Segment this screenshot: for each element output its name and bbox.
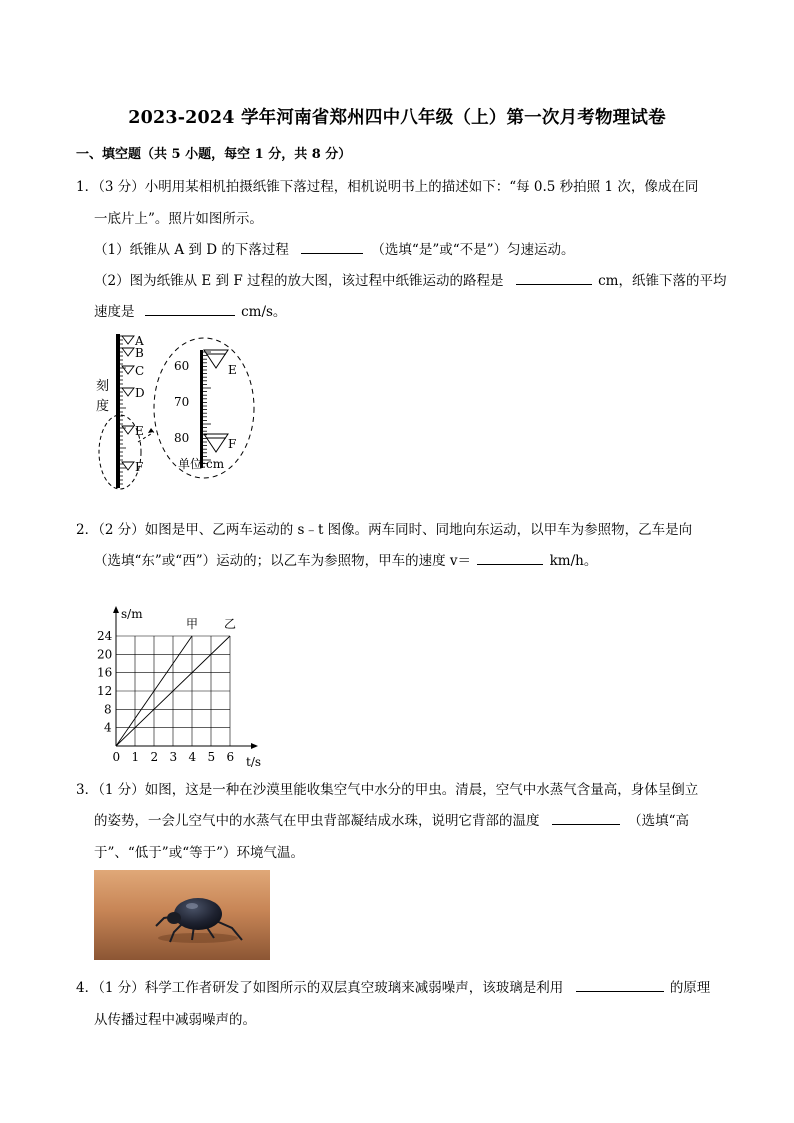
cone-label-F: F — [135, 460, 144, 474]
cone-D — [122, 388, 134, 396]
q4-line2: 从传播过程中减弱噪声的。 — [94, 1012, 256, 1028]
zoom-tick-80: 80 — [174, 431, 190, 445]
series-label-2: 乙 — [224, 617, 237, 631]
y-axis-label: s/m — [121, 607, 143, 621]
beetle-highlight — [186, 903, 198, 909]
q2-line1: 2．（2 分）如图是甲、乙两车运动的 s﹣t 图像。两车同时、同地向东运动，以甲车为参照物，乙车是向 — [76, 522, 693, 538]
q3-line2-text-a: 的姿势，一会儿空气中的水蒸气在甲虫背部凝结成水珠，说明它背部的温度 — [94, 813, 540, 829]
paper-cone-figure — [90, 328, 270, 498]
x-tick-label: 5 — [207, 750, 216, 764]
zoom-tick-70: 70 — [174, 395, 190, 409]
q4-line1 — [76, 976, 710, 996]
section-heading: 一、填空题（共 5 小题，每空 1 分，共 8 分） — [76, 147, 352, 162]
zoom-label-e: E — [228, 363, 237, 377]
x-tick-label: 0 — [112, 750, 121, 764]
q1-answer-blank-1[interactable] — [301, 241, 363, 254]
cone-label-A: A — [135, 334, 144, 348]
zoom-ruler-bar — [200, 350, 203, 468]
x-tick-label: 4 — [188, 750, 197, 764]
x-axis-label: t/s — [246, 755, 262, 768]
beetle-photo — [94, 870, 270, 960]
y-tick-label: 4 — [104, 720, 112, 735]
q3-line3: 于”、“低于”或“等于”）环境气温。 — [94, 845, 305, 861]
zoom-unit-label: 单位:cm — [178, 457, 225, 471]
q1-line1: 1．（3 分）小明用某相机拍摄纸锥下落过程，相机说明书上的描述如下：“每 0.5 秒拍照 1 次，像成在同 — [76, 179, 699, 195]
y-tick-label: 8 — [104, 702, 112, 717]
q1-part2-text-a: （2）图为纸锥从 E 到 F 过程的放大图，该过程中纸锥运动的路程是 — [94, 273, 504, 289]
q1-part1-text-b: （选填“是”或“不是”）匀速运动。 — [371, 242, 575, 258]
zoom-cone-f — [204, 434, 228, 452]
cone-E — [122, 426, 134, 434]
y-axis-arrow-icon — [113, 606, 119, 613]
y-tick-label: 16 — [97, 665, 113, 680]
ruler-bar — [116, 334, 120, 488]
ruler-label-1: 刻 — [96, 379, 110, 394]
y-tick-label: 24 — [97, 629, 113, 643]
q2-line2-text-b: km/h。 — [549, 553, 598, 569]
zoom-label-f: F — [228, 437, 237, 451]
page-title: 2023-2024 学年河南省郑州四中八年级（上）第一次月考物理试卷 — [128, 108, 666, 128]
q1-part2-text-b: cm，纸锥下落的平均 — [598, 273, 727, 289]
q1-part3 — [94, 300, 286, 320]
zoom-ticks — [203, 352, 211, 464]
beetle-head — [167, 912, 181, 924]
q4-answer-blank[interactable] — [576, 979, 664, 992]
q1-part3-text-a: 速度是 — [94, 304, 135, 320]
cone-label-E: E — [135, 424, 144, 438]
cone-C — [122, 366, 134, 374]
cone-F — [122, 462, 134, 470]
series-label-1: 甲 — [186, 617, 199, 631]
q3-answer-blank[interactable] — [552, 812, 620, 825]
cone-A — [122, 336, 134, 344]
q1-line2: 一底片上”。照片如图所示。 — [94, 211, 263, 227]
q2-line2 — [94, 549, 597, 569]
q1-part1 — [94, 238, 575, 258]
cone-label-D: D — [135, 386, 145, 400]
q1-answer-blank-2[interactable] — [516, 272, 592, 285]
zoom-arrow-icon — [148, 428, 154, 433]
x-tick-label: 6 — [226, 750, 235, 764]
y-tick-label: 12 — [97, 684, 113, 698]
zoom-cone-e — [204, 350, 228, 368]
q2-line2-text-a: （选填“东”或“西”）运动的；以乙车为参照物，甲车的速度 v＝ — [94, 553, 472, 569]
q3-line2 — [94, 809, 689, 829]
x-axis-arrow-icon — [251, 743, 258, 749]
q1-part1-text-a: （1）纸锥从 A 到 D 的下落过程 — [94, 242, 289, 258]
q4-line1-text-a: 4．（1 分）科学工作者研发了如图所示的双层真空玻璃来减弱噪声，该玻璃是利用 — [76, 980, 564, 996]
zoom-tick-60: 60 — [174, 359, 190, 373]
q1-part2 — [94, 269, 726, 289]
q3-line1: 3．（1 分）如图，这是一种在沙漠里能收集空气中水分的甲虫。清晨，空气中水蒸气含量高，身体呈倒立 — [76, 782, 699, 798]
y-tick-label: 20 — [97, 647, 113, 662]
q1-answer-blank-3[interactable] — [145, 303, 235, 316]
x-tick-label: 2 — [150, 750, 159, 764]
ruler-label-2: 度 — [96, 399, 110, 414]
q3-line2-text-b: （选填“高 — [628, 813, 689, 829]
st-chart — [94, 604, 274, 768]
cone-label-B: B — [135, 346, 144, 360]
q2-answer-blank[interactable] — [477, 552, 543, 565]
cone-B — [122, 348, 134, 356]
x-tick-label: 3 — [169, 750, 178, 764]
beetle-shell — [174, 898, 222, 930]
cone-label-C: C — [135, 364, 145, 378]
x-tick-label: 1 — [131, 750, 140, 764]
q1-part3-text-b: cm/s。 — [241, 304, 287, 320]
q4-line1-text-b: 的原理 — [669, 980, 711, 996]
